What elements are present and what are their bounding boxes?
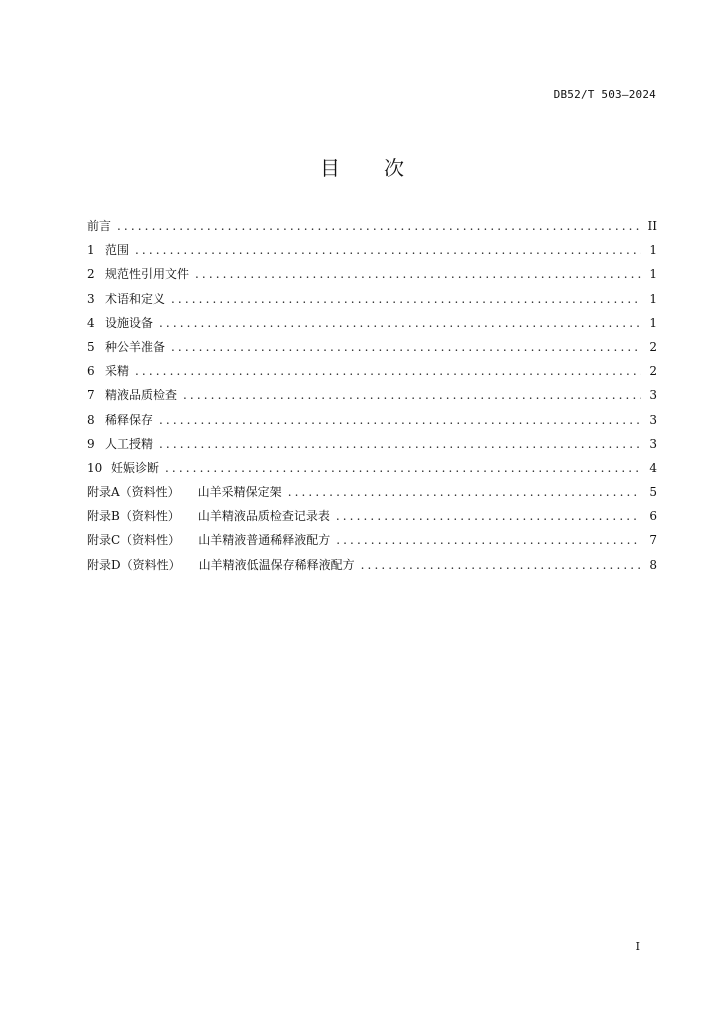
toc-leader-dots (159, 316, 641, 330)
toc-entry-page: 2 (649, 339, 657, 354)
toc-entry-page: 3 (649, 436, 657, 451)
toc-appendix-c[interactable] (87, 531, 657, 555)
toc-entry-number: 4 (87, 315, 95, 330)
toc-leader-dots (165, 461, 641, 475)
toc-leader-dots (159, 437, 641, 451)
toc-entry-label (87, 265, 189, 282)
toc-leader-dots (159, 413, 641, 427)
toc-entry-label (87, 241, 129, 258)
toc-entry-page: 2 (649, 364, 657, 379)
document-code: DB52/T 503—2024 (553, 88, 656, 101)
toc-leader-dots (336, 509, 641, 523)
toc-entry-number: 10 (87, 460, 103, 475)
toc-entry-label (87, 531, 330, 548)
toc-entry-page: 3 (649, 412, 657, 427)
toc-entry-page: 5 (649, 485, 657, 500)
toc-entry-label (87, 507, 330, 524)
toc-entry-number: 1 (87, 243, 95, 258)
toc-entry-text: 精液品质检查 (105, 388, 178, 403)
toc-entry-number: 5 (87, 339, 95, 354)
toc-entry-page: 8 (649, 557, 657, 572)
toc-entry-text: 种公羊准备 (105, 339, 166, 354)
toc-entry-label (87, 314, 153, 331)
toc-entry-6[interactable] (87, 362, 657, 386)
appendix-tag: 附录B（资料性） (87, 509, 180, 524)
toc-entry-4[interactable] (87, 314, 657, 338)
toc-entry-number: 8 (87, 412, 95, 427)
toc-leader-dots (117, 219, 641, 233)
toc-entry-text: 山羊采精保定架 (197, 485, 282, 500)
toc-entry-foreword[interactable] (87, 217, 657, 241)
toc-entry-number: 6 (87, 364, 95, 379)
toc-entry-text: 采精 (105, 364, 130, 379)
toc-leader-dots (288, 485, 641, 499)
toc-entry-10[interactable] (87, 459, 657, 483)
toc-entry-9[interactable] (87, 435, 657, 459)
toc-title-char-2: 次 (384, 156, 404, 180)
toc-appendix-d[interactable] (87, 556, 657, 580)
toc-list (87, 217, 657, 580)
toc-title-char-1: 目 (320, 156, 340, 180)
toc-leader-dots (171, 292, 641, 306)
toc-entry-text: 山羊精液低温保存稀释液配方 (198, 557, 355, 572)
toc-entry-page: 1 (649, 315, 657, 330)
toc-entry-label (87, 483, 282, 500)
toc-entry-3[interactable] (87, 290, 657, 314)
toc-entry-number: 3 (87, 291, 95, 306)
toc-appendix-a[interactable] (87, 483, 657, 507)
toc-leader-dots (135, 364, 641, 378)
toc-entry-5[interactable] (87, 338, 657, 362)
toc-entry-text: 规范性引用文件 (105, 267, 190, 282)
toc-leader-dots (135, 243, 641, 257)
toc-entry-page: 6 (649, 509, 657, 524)
toc-entry-label (87, 459, 159, 476)
toc-entry-label (87, 217, 111, 234)
toc-entry-label (87, 362, 129, 379)
toc-entry-7[interactable] (87, 386, 657, 410)
toc-entry-text: 术语和定义 (105, 291, 166, 306)
toc-leader-dots (183, 388, 641, 402)
appendix-tag: 附录A（资料性） (87, 485, 180, 500)
toc-entry-page: II (647, 219, 657, 233)
toc-entry-label (87, 338, 165, 355)
toc-entry-text: 设施设备 (105, 315, 154, 330)
toc-entry-label (87, 411, 153, 428)
toc-entry-page: 1 (649, 291, 657, 306)
toc-entry-text: 山羊精液普通稀释液配方 (198, 533, 331, 548)
appendix-tag: 附录D（资料性） (87, 557, 181, 572)
toc-appendix-b[interactable] (87, 507, 657, 531)
appendix-tag: 附录C（资料性） (87, 533, 181, 548)
toc-leader-dots (171, 340, 641, 354)
toc-entry-label (87, 386, 177, 403)
toc-entry-1[interactable] (87, 241, 657, 265)
toc-leader-dots (195, 267, 641, 281)
toc-entry-number: 7 (87, 388, 95, 403)
toc-entry-8[interactable] (87, 411, 657, 435)
toc-entry-text: 妊娠诊断 (111, 460, 160, 475)
toc-entry-label (87, 290, 165, 307)
toc-entry-page: 7 (649, 533, 657, 548)
toc-entry-text: 人工授精 (105, 436, 154, 451)
toc-entry-page: 3 (649, 388, 657, 403)
toc-entry-text: 范围 (105, 243, 130, 258)
toc-entry-number: 9 (87, 436, 95, 451)
page-number: I (635, 940, 640, 953)
toc-entry-label (87, 556, 355, 573)
toc-entry-2[interactable] (87, 265, 657, 289)
toc-title (0, 152, 724, 181)
toc-leader-dots (361, 558, 641, 572)
toc-entry-label (87, 435, 153, 452)
toc-entry-number: 2 (87, 267, 95, 282)
toc-leader-dots (336, 533, 641, 547)
toc-entry-text: 山羊精液品质检查记录表 (197, 509, 330, 524)
toc-entry-page: 1 (649, 267, 657, 282)
toc-entry-page: 1 (649, 243, 657, 258)
toc-entry-page: 4 (649, 460, 657, 475)
toc-entry-text: 前言 (87, 219, 112, 233)
toc-entry-text: 稀释保存 (105, 412, 154, 427)
